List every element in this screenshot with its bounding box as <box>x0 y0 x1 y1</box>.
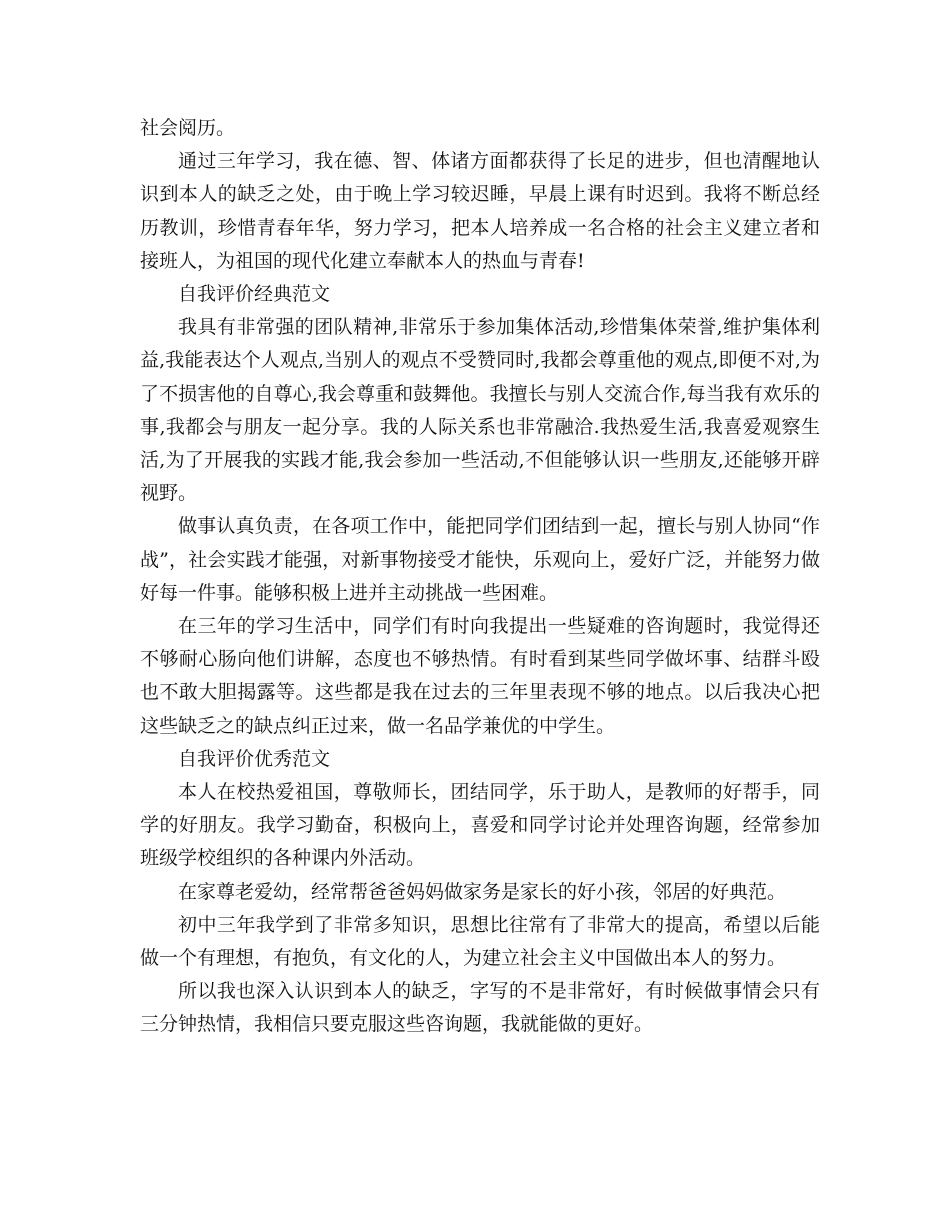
paragraph-continuation: 社会阅历。 <box>140 117 236 139</box>
paragraph: 本人在校热爱祖国，尊敬师长，团结同学，乐于助人，是教师的好帮手，同学的好朋友。我学习勤奋，积极向上，喜爱和同学讨论并处理咨询题，经常参加班级学校组织的各种课内外活动。 <box>140 781 820 870</box>
paragraph: 通过三年学习，我在德、智、体诸方面都获得了长足的进步，但也清醒地认识到本人的缺乏之处，由于晚上学习较迟睡，早晨上课有时迟到。我将不断总经历教训，珍惜青春年华，努力学习，把本人培养成一名合格的社会主义建立者和接班人，为祖国的现代化建立奉献本人的热血与青春! <box>140 150 820 272</box>
paragraph: 我具有非常强的团队精神,非常乐于参加集体活动,珍惜集体荣誉,维护集体利益,我能表达个人观点,当别人的观点不受赞同时,我都会尊重他的观点,即便不对,为了不损害他的自尊心,我会尊重和鼓舞他。我擅长与别人交流合作,每当我有欢乐的事,我都会与朋友一起分享。我的人际关系也非常融洽.我热爱生活,我喜爱观察生活,为了开展我的实践才能,我会参加一些活动,不但能够认识一些朋友,还能够开辟视野。 <box>140 316 820 505</box>
paragraph: 在家尊老爱幼，经常帮爸爸妈妈做家务是家长的好小孩，邻居的好典范。 <box>178 880 787 903</box>
section-heading-excellent: 自我评价优秀范文 <box>178 747 331 770</box>
section-heading-classic: 自我评价经典范文 <box>178 283 331 306</box>
paragraph: 所以我也深入认识到本人的缺乏，字写的不是非常好，有时候做事情会只有三分钟热情，我相信只要克服这些咨询题，我就能做的更好。 <box>140 980 820 1036</box>
paragraph: 在三年的学习生活中，同学们有时向我提出一些疑难的咨询题时，我觉得还不够耐心肠向他们讲解，态度也不够热情。有时看到某些同学做坏事、结群斗殴也不敢大胆揭露等。这些都是我在过去的三年里表现不够的地点。以后我决心把这些缺乏之的缺点纠正过来，做一名品学兼优的中学生。 <box>140 615 820 737</box>
paragraph: 做事认真负责，在各项工作中，能把同学们团结到一起，擅长与别人协同“作战”，社会实践才能强，对新事物接受才能快，乐观向上，爱好广泛，并能努力做好每一件事。能够积极上进并主动挑战一些困难。 <box>140 515 820 604</box>
paragraph: 初中三年我学到了非常多知识，思想比往常有了非常大的提高，希望以后能做一个有理想，有抱负，有文化的人，为建立社会主义中国做出本人的努力。 <box>140 913 820 970</box>
document-body <box>140 112 820 1042</box>
